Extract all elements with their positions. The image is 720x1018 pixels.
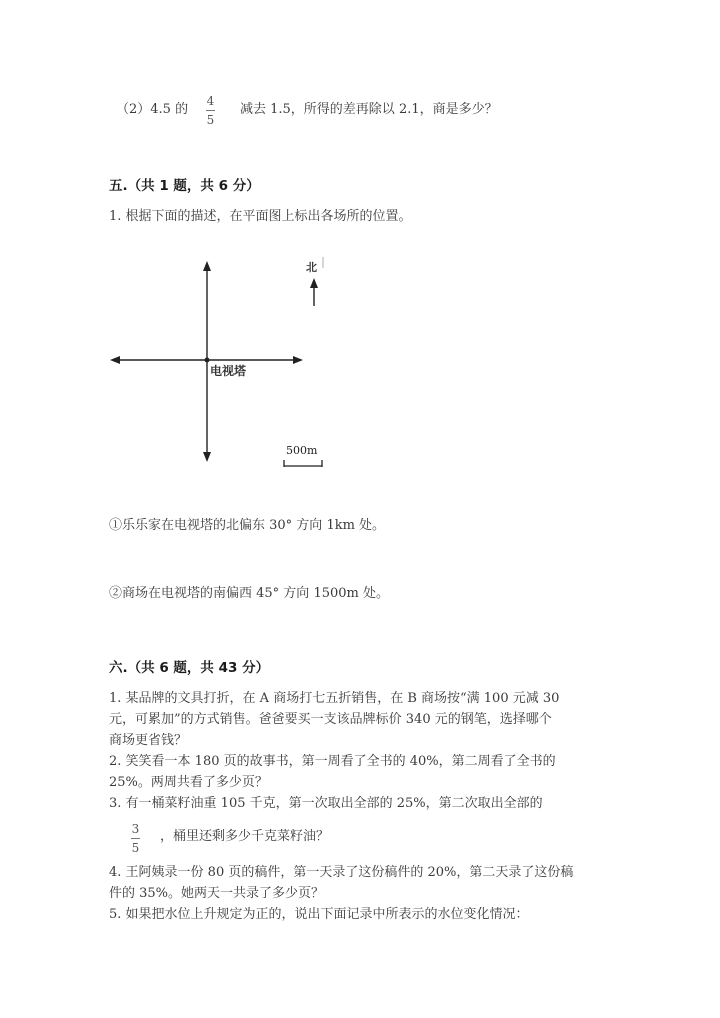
question-2-prefix: （2）4.5 的 [116, 102, 189, 117]
location-item-1: ①乐乐家在电视塔的北偏东 30° 方向 1km 处。 [109, 518, 386, 533]
fraction-numerator: 4 [206, 94, 215, 108]
question-line: 25%。两周共看了多少页？ [109, 775, 268, 790]
location-item-2: ②商场在电视塔的南偏西 45° 方向 1500m 处。 [109, 586, 389, 601]
section-6-questions-4-5 [109, 862, 579, 925]
scale-bar [284, 460, 322, 467]
origin-point [205, 358, 210, 363]
fraction-bar [131, 838, 140, 839]
question-line: 元，可累加”的方式销售。爸爸要买一支该品牌标价 340 元的钢笔，选择哪个 [109, 712, 552, 727]
question-line: 件的 35%。她两天一共录了多少页？ [109, 886, 325, 901]
question-line: 商场更省钱？ [109, 733, 188, 748]
question-3-tail: ，桶里还剩多少千克菜籽油？ [160, 829, 330, 844]
section-6-heading: 六.（共 6 题，共 43 分） [109, 660, 270, 676]
question-line: 5. 如果把水位上升规定为正的，说出下面记录中所表示的水位变化情况： [109, 907, 529, 922]
question-line: 1. 某品牌的文具打折，在 A 商场打七五折销售，在 B 商场按“满 100 元减 30 [109, 691, 560, 706]
question-line: 4. 王阿姨录一份 80 页的稿件，第一天录了这份稿件的 20%，第二天录了这份稿 [109, 865, 574, 880]
scale-label: 500m [286, 444, 318, 457]
section-5-question-1: 1. 根据下面的描述，在平面图上标出各场所的位置。 [109, 209, 412, 224]
direction-map-diagram [0, 0, 720, 500]
section-6-question-1 [109, 688, 579, 814]
fraction-denominator: 5 [131, 841, 140, 855]
tv-tower-label: 电视塔 [210, 364, 247, 378]
section-5-heading: 五.（共 1 题，共 6 分） [109, 178, 260, 194]
question-2-suffix: 减去 1.5，所得的差再除以 2.1，商是多少？ [240, 102, 498, 117]
question-line: 3. 有一桶菜籽油重 105 千克，第一次取出全部的 25%，第二次取出全部的 [109, 796, 543, 811]
fraction-three-fifths [131, 822, 140, 855]
north-label: 北 [306, 261, 317, 274]
question-line: 2. 笑笑看一本 180 页的故事书，第一周看了全书的 40%，第二周看了全书的 [109, 754, 556, 769]
fraction-denominator: 5 [206, 113, 215, 127]
fraction-numerator: 3 [131, 822, 140, 836]
